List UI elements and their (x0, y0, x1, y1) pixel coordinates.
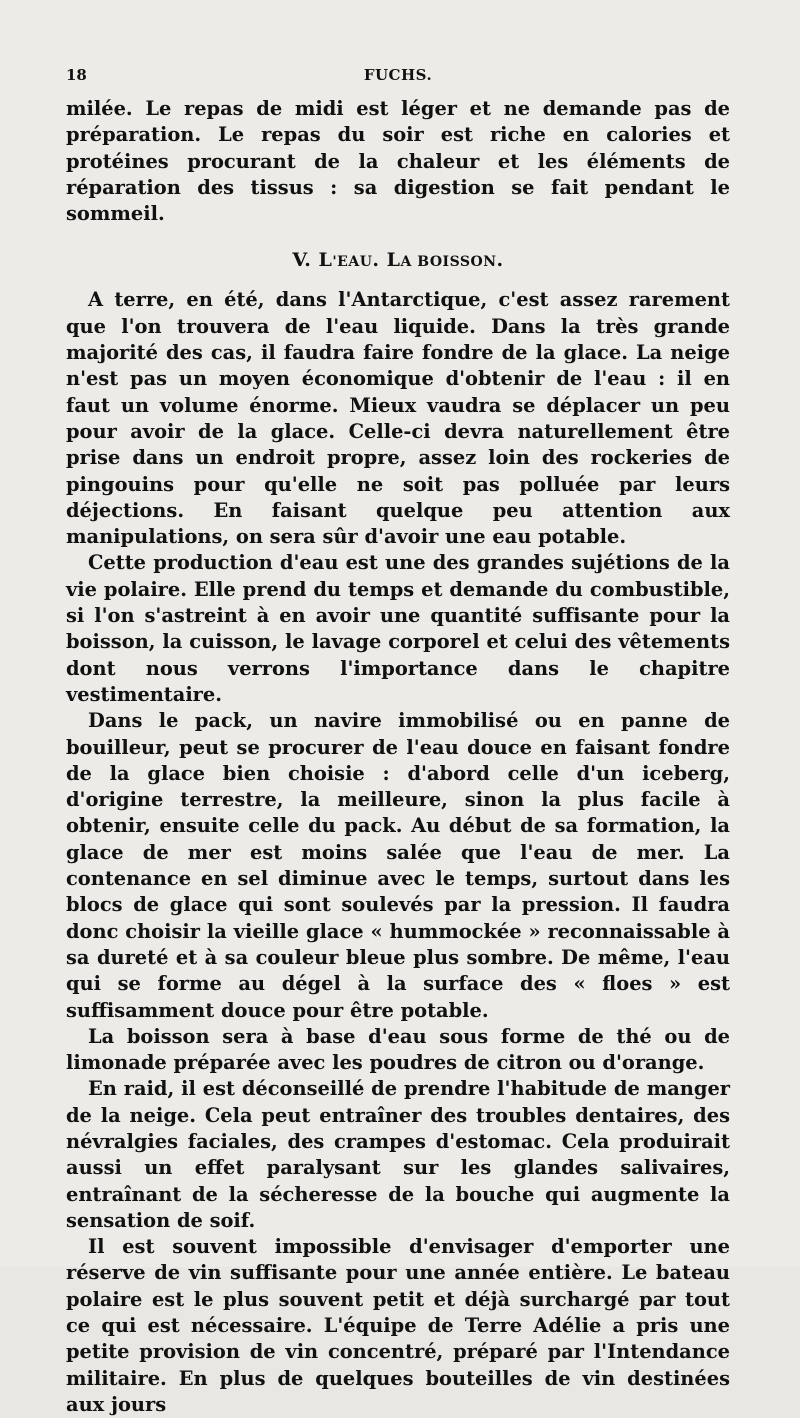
page-number: 18 (66, 66, 87, 84)
section-heading-part: A BOISSON (400, 254, 497, 271)
paragraph: La boisson sera à base d'eau sous forme de thé ou de limonade préparée avec les poudres de citron ou d'orange. (66, 1024, 730, 1075)
paragraph: Cette production d'eau est une des grandes sujétions de la vie polaire. Elle prend du temps et demande du combustible, si l'on s'astreint à en avoir une quantité suffisante pour la boisson, la cuisson, le lavage corporel et celui des vêtements dont nous verrons l'importance dans le chapitre vestimentaire. (66, 551, 730, 706)
paragraph: A terre, en été, dans l'Antarctique, c'est assez rarement que l'on trouvera de l'eau liquide. Dans la très grande majorité des cas, il faudra faire fondre de la glace. La neige n'est pas un moyen économique d'obtenir de l'eau : il en faut un volume énorme. Mieux vaudra se déplacer un peu pour avoir de la glace. Celle-ci devra naturellement être prise dans un endroit propre, assez loin des rockeries de pingouins pour qu'elle ne soit pas polluée par leurs déjections. En faisant quelque peu attention aux manipulations, on sera sûr d'avoir une eau potable. (66, 288, 730, 549)
section-heading-part: . (496, 249, 504, 272)
paragraph: Dans le pack, un navire immobilisé ou en panne de bouilleur, peut se procurer de l'eau douce en faisant fondre de la glace bien choisie : d'abord celle d'un iceberg, d'origine terrestre, la meilleure, sinon la plus facile à obtenir, ensuite celle du pack. Au début de sa formation, la glace de mer est moins salée que l'eau de mer. La contenance en sel diminue avec le temps, surtout dans les blocs de glace qui sont soulevés par la pression. Il faudra donc choisir la vieille glace « hummockée » reconnaissable à sa dureté et à sa couleur bleue plus sombre. De même, l'eau qui se forme au dégel à la surface des « floes » est suffisamment douce pour être potable. (66, 709, 730, 1022)
body-text (66, 96, 730, 1418)
section-heading (66, 249, 730, 271)
section-heading-part: . L (372, 249, 401, 272)
paragraph: Il est souvent impossible d'envisager d'emporter une réserve de vin suffisante pour une année entière. Le bateau polaire est le plus souvent petit et déjà surchargé par tout ce qui est nécessaire. L'équipe de Terre Adélie a pris une petite provision de vin concentré, préparé par l'Intendance militaire. En plus de quelques bouteilles de vin destinées aux jours (66, 1235, 730, 1416)
page-header (66, 60, 730, 94)
paragraph-continuation: milée. Le repas de midi est léger et ne demande pas de préparation. Le repas du soir est riche en calories et protéines procurant de la chaleur et les éléments de réparation des tissus : sa digestion se fait pendant le sommeil. (66, 97, 730, 226)
paragraph: En raid, il est déconseillé de prendre l'habitude de manger de la neige. Cela peut entraîner des troubles dentaires, des névralgies faciales, des crampes d'estomac. Cela produirait aussi un effet paralysant sur les glandes salivaires, entraînant de la sécheresse de la bouche qui augmente la sensation de soif. (66, 1077, 730, 1232)
section-heading-part: V. L (292, 249, 333, 272)
running-head: FUCHS. (363, 66, 433, 84)
section-heading-part: 'EAU (332, 254, 373, 271)
